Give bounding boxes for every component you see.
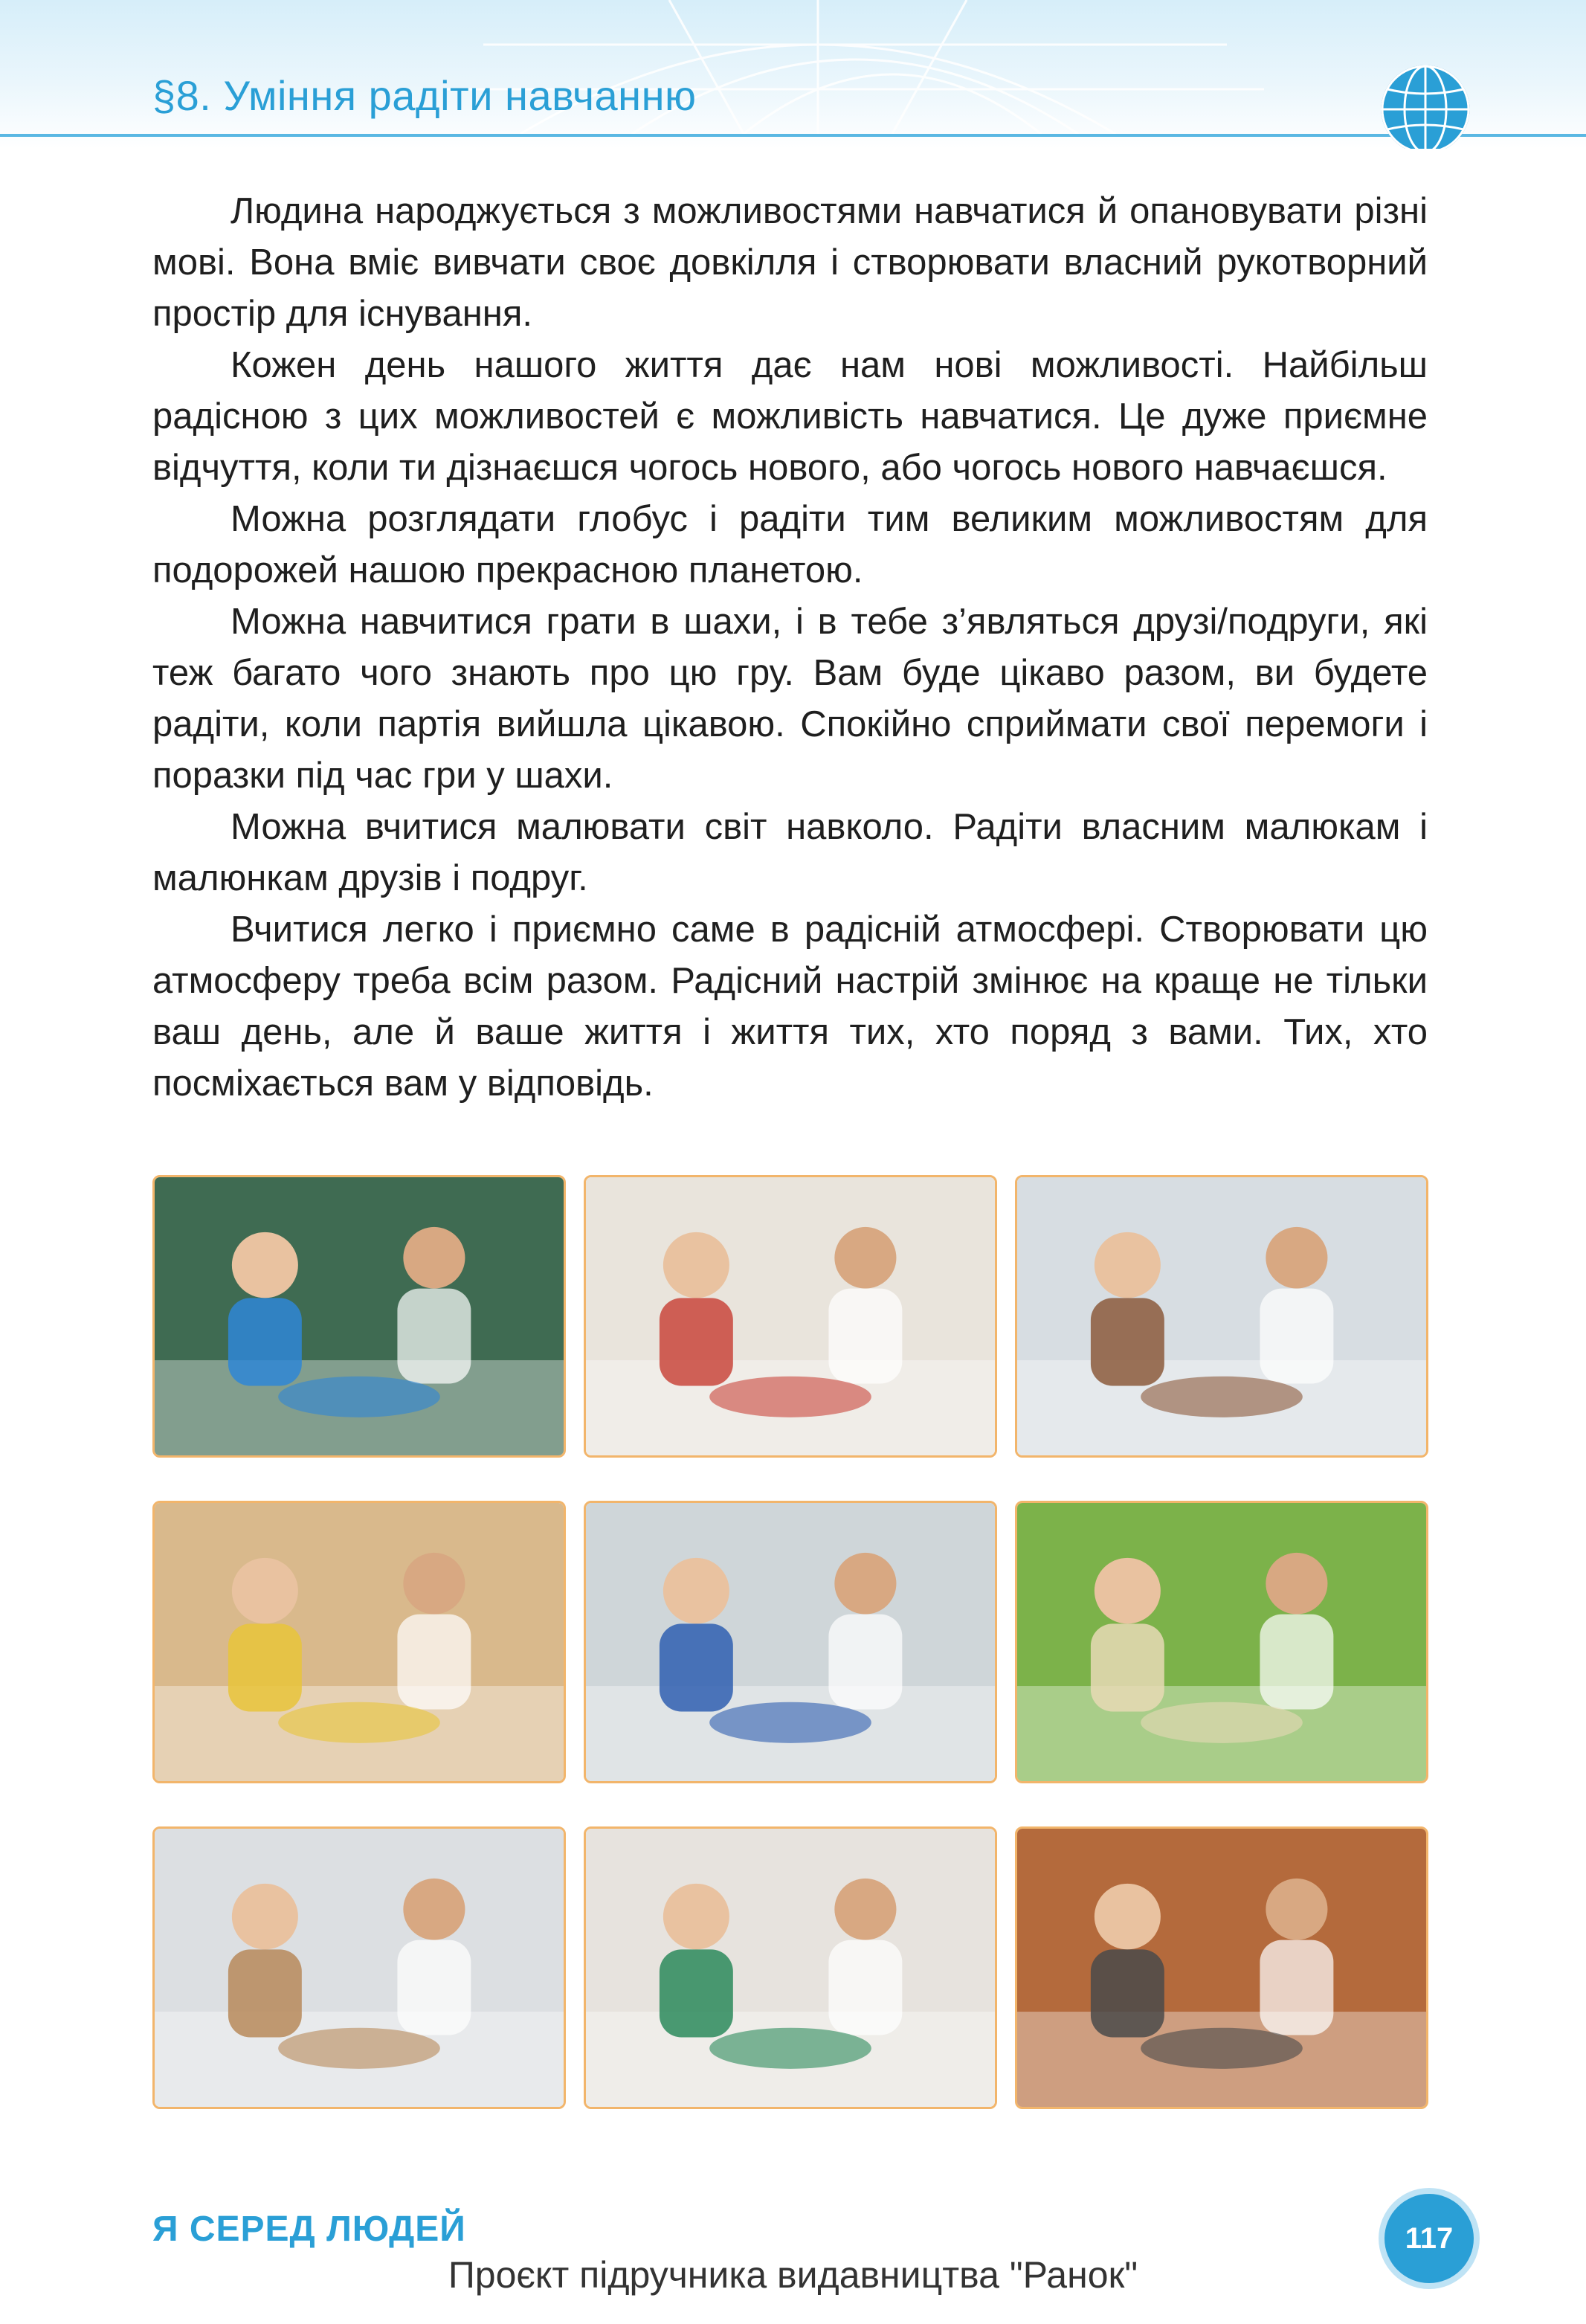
header-divider [0,134,1586,137]
photo-boys-playing-chess [152,1826,566,2109]
photo-illustration [1017,1503,1426,1781]
section-name: Я СЕРЕД ЛЮДЕЙ [152,2209,466,2249]
photo-illustration [155,1503,564,1781]
photo-illustration [1017,1829,1426,2107]
photo-illustration [155,1177,564,1455]
photo-illustration [155,1829,564,2107]
main-text [152,186,1428,1110]
photo-children-building-robots [584,1175,997,1458]
page-number-badge: 117 [1384,2194,1474,2283]
photo-children-with-globe [152,1175,566,1458]
chapter-title: §8. Уміння радіти навчанню [152,72,697,119]
paragraph: Можна вчитися малювати світ навколо. Радіти власним малюкам і малюнкам друзів і подруг. [152,807,1428,898]
paragraph: Людина народжується з можливостями навчатися й опановувати різні мові. Вона вміє вивчати своє довкілля і створювати власний рукотворний простір для існування. [152,191,1428,334]
photo-illustration [1017,1177,1426,1455]
paragraph: Можна розглядати глобус і радіти тим великим можливостям для подорожей нашою прекрасною планетою. [152,499,1428,590]
photo-boy-painting-headphones [152,1501,566,1783]
photo-boy-assembling-model-car [1015,1826,1428,2109]
globe-icon [1377,61,1474,149]
photo-children-robotics-lab [584,1501,997,1783]
publisher-note: Проєкт підручника видавництва "Ранок" [448,2254,1138,2296]
paragraph: Можна навчитися грати в шахи, і в тебе з’являться друзі/подруги, які теж багато чого знають про цю гру. Вам буде цікаво разом, ви будете радіти, коли партія вийшла цікавою. Спокійно сприймати свої перемоги і поразки під час гри у шахи. [152,602,1428,796]
page-header [0,0,1586,149]
photo-hands-painting-watercolor [584,1826,997,2109]
photo-girl-chess-on-grass [1015,1501,1428,1783]
photo-illustration [586,1829,995,2107]
paragraph: Вчитися легко і приємно саме в радісній атмосфері. Створювати цю атмосферу треба всім разом. Радісний настрій змінює на краще не тільки ваш день, але й ваше життя і життя тих, хто поряд з вами. Тих, хто посміхається вам у відповідь. [152,910,1428,1104]
photo-illustration [586,1503,995,1781]
photo-teen-at-laptop [1015,1175,1428,1458]
paragraph: Кожен день нашого життя дає нам нові можливості. Найбільш радісною з цих можливостей є можливість навчатися. Це дуже приємне відчуття, коли ти дізнаєшся чогось нового, або чогось нового навчаєшся. [152,345,1428,488]
photo-illustration [586,1177,995,1455]
